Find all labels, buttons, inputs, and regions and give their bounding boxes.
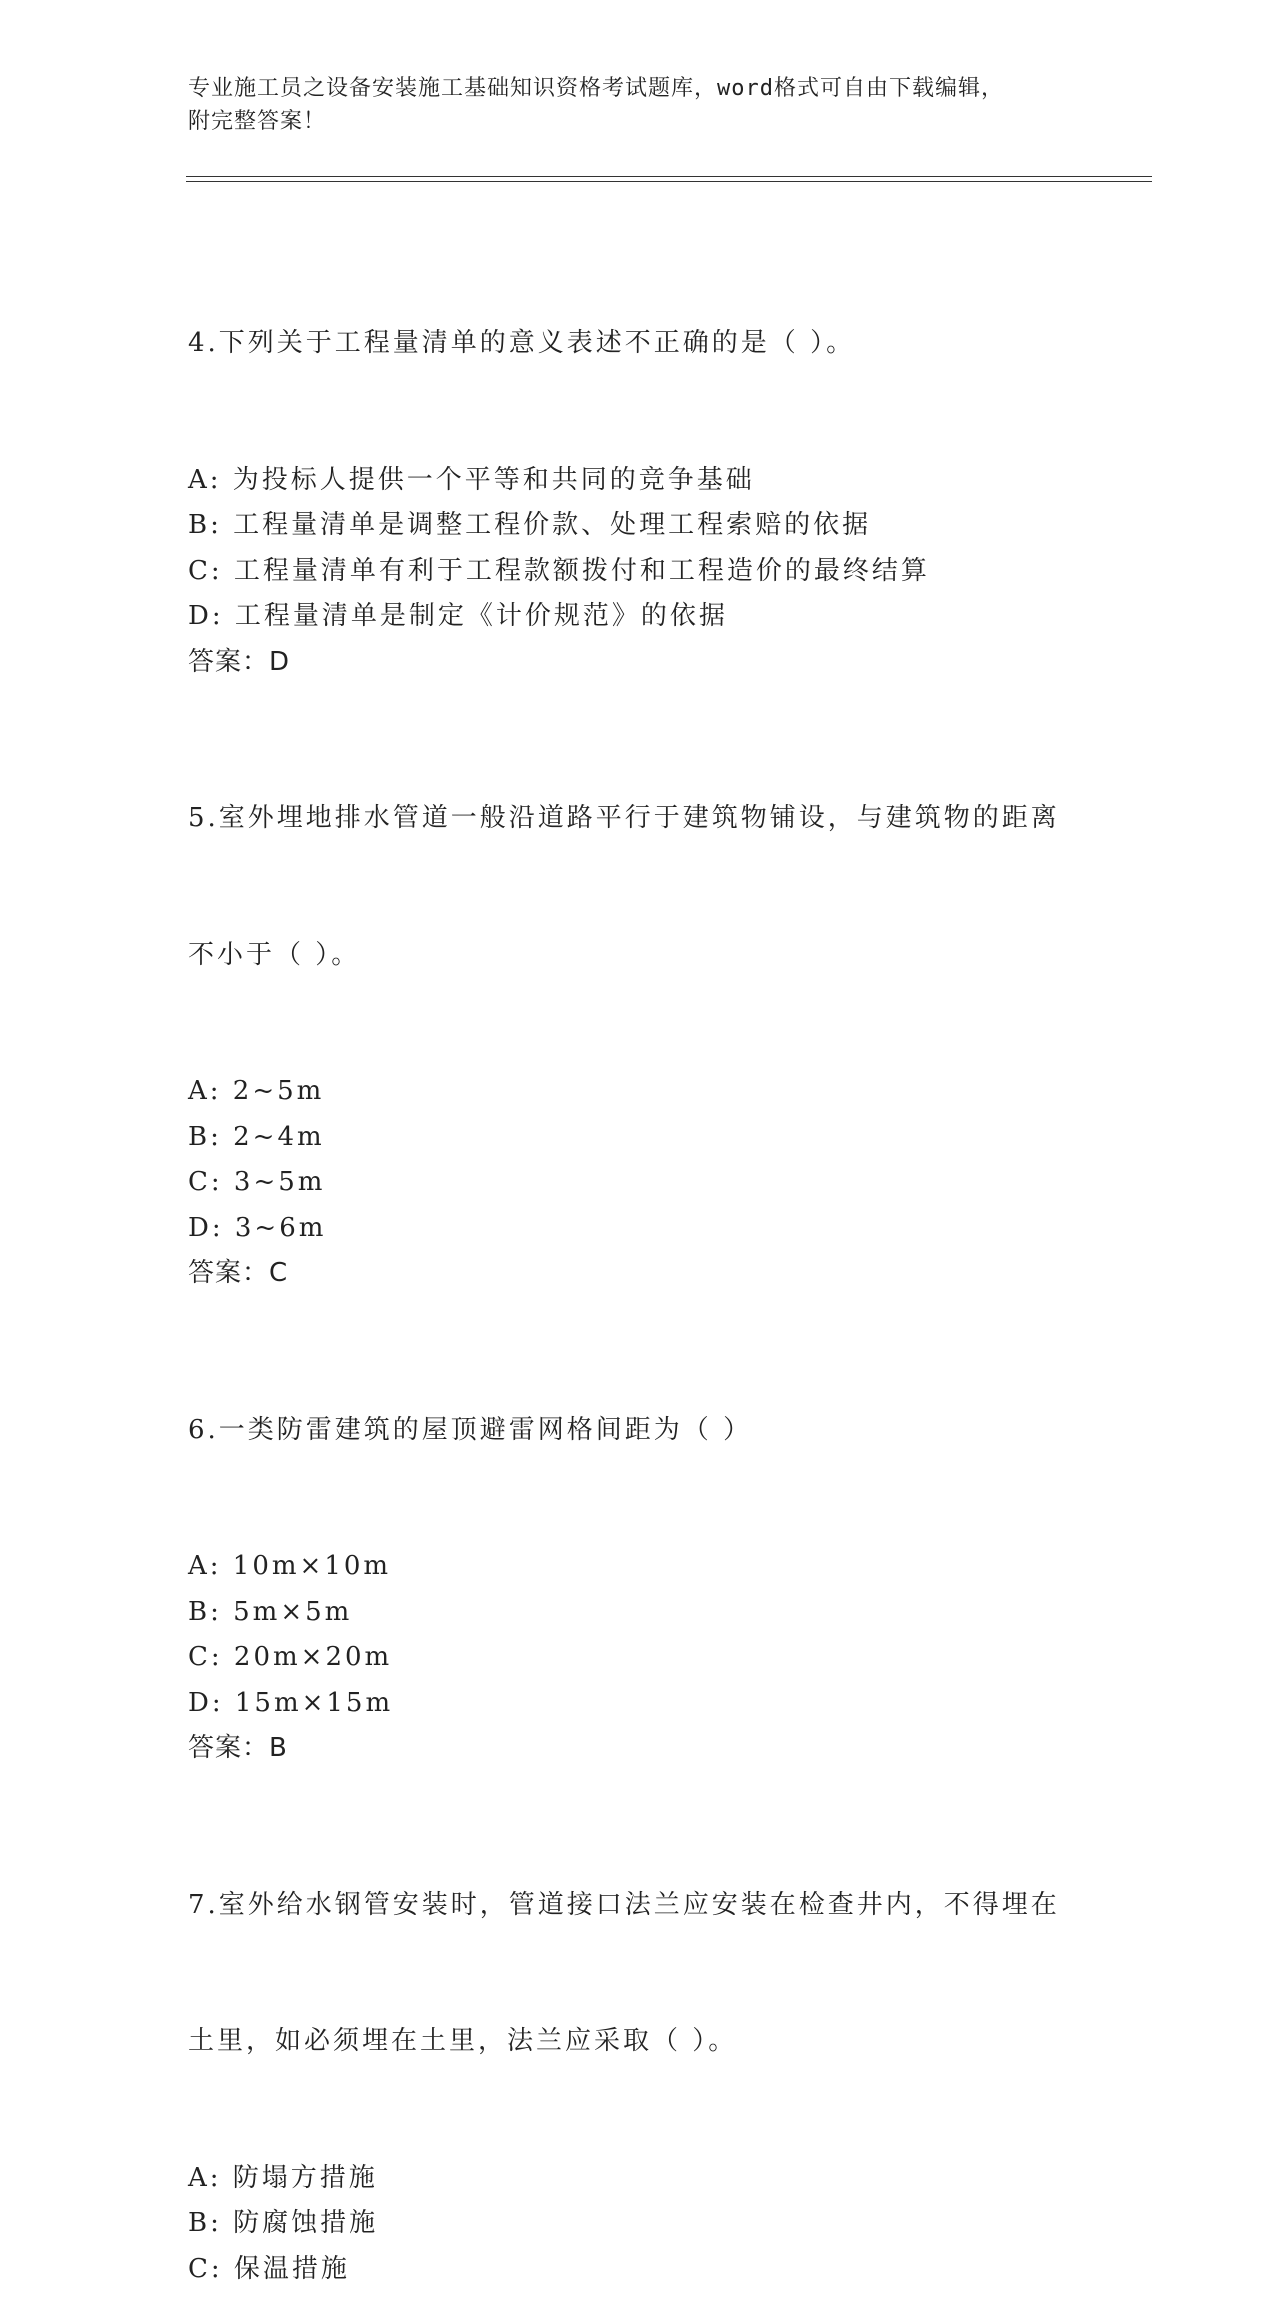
option-b: B: 2~4m [188, 1121, 325, 1152]
option-b: B: 工程量清单是调整工程价款、处理工程索赔的依据 [188, 510, 872, 540]
question-stem [188, 1317, 1088, 1545]
answer-line: 答案：B [188, 1733, 288, 1763]
option-a: A: 10m×10m [188, 1551, 392, 1581]
question-item [188, 1317, 1088, 1772]
header-divider-top [186, 176, 1152, 177]
question-item [188, 705, 1088, 1297]
answer-line: 答案：D [188, 646, 291, 677]
header-line-2: 附完整答案！ [188, 109, 327, 134]
option-a: A: 2~5m [188, 1076, 325, 1106]
option-d: D: 15m×15m [188, 1687, 394, 1718]
question-stem-line: 不小于（ ）。 [188, 939, 361, 970]
question-list [188, 230, 1088, 2312]
header-divider-bottom [186, 181, 1152, 182]
document-header [188, 72, 1068, 138]
option-c: C: 工程量清单有利于工程款额拨付和工程造价的最终结算 [188, 555, 930, 586]
option-b: B: 5m×5m [188, 1596, 353, 1627]
option-a: A: 防塌方措施 [188, 2162, 378, 2193]
question-item [188, 1792, 1088, 2293]
question-item [188, 230, 1088, 685]
question-stem-line: 6.一类防雷建筑的屋顶避雷网格间距为（ ） [188, 1414, 753, 1445]
answer-line: 答案：C [188, 1258, 289, 1288]
option-c: C: 保温措施 [188, 2253, 350, 2284]
header-line-1: 专业施工员之设备安装施工基础知识资格考试题库，word格式可自由下载编辑， [188, 76, 1004, 101]
option-d: D: 3~6m [188, 1212, 327, 1243]
option-c: C: 3~5m [188, 1167, 326, 1197]
question-stem-line: 5.室外埋地排水管道一般沿道路平行于建筑物铺设，与建筑物的距离 [188, 803, 1060, 833]
question-stem [188, 705, 1088, 1069]
option-b: B: 防腐蚀措施 [188, 2208, 379, 2238]
option-a: A: 为投标人提供一个平等和共同的竞争基础 [188, 464, 755, 495]
option-d: D: 工程量清单是制定《计价规范》的依据 [188, 601, 728, 631]
question-stem-line: 7.室外给水钢管安装时，管道接口法兰应安装在检查井内，不得埋在 [188, 1889, 1060, 1920]
option-c: C: 20m×20m [188, 1642, 393, 1672]
question-stem-line: 土里，如必须埋在土里，法兰应采取（ ）。 [188, 2026, 738, 2056]
question-stem [188, 1792, 1088, 2156]
question-stem-line: 4.下列关于工程量清单的意义表述不正确的是（ ）。 [188, 328, 856, 358]
question-stem [188, 230, 1088, 458]
